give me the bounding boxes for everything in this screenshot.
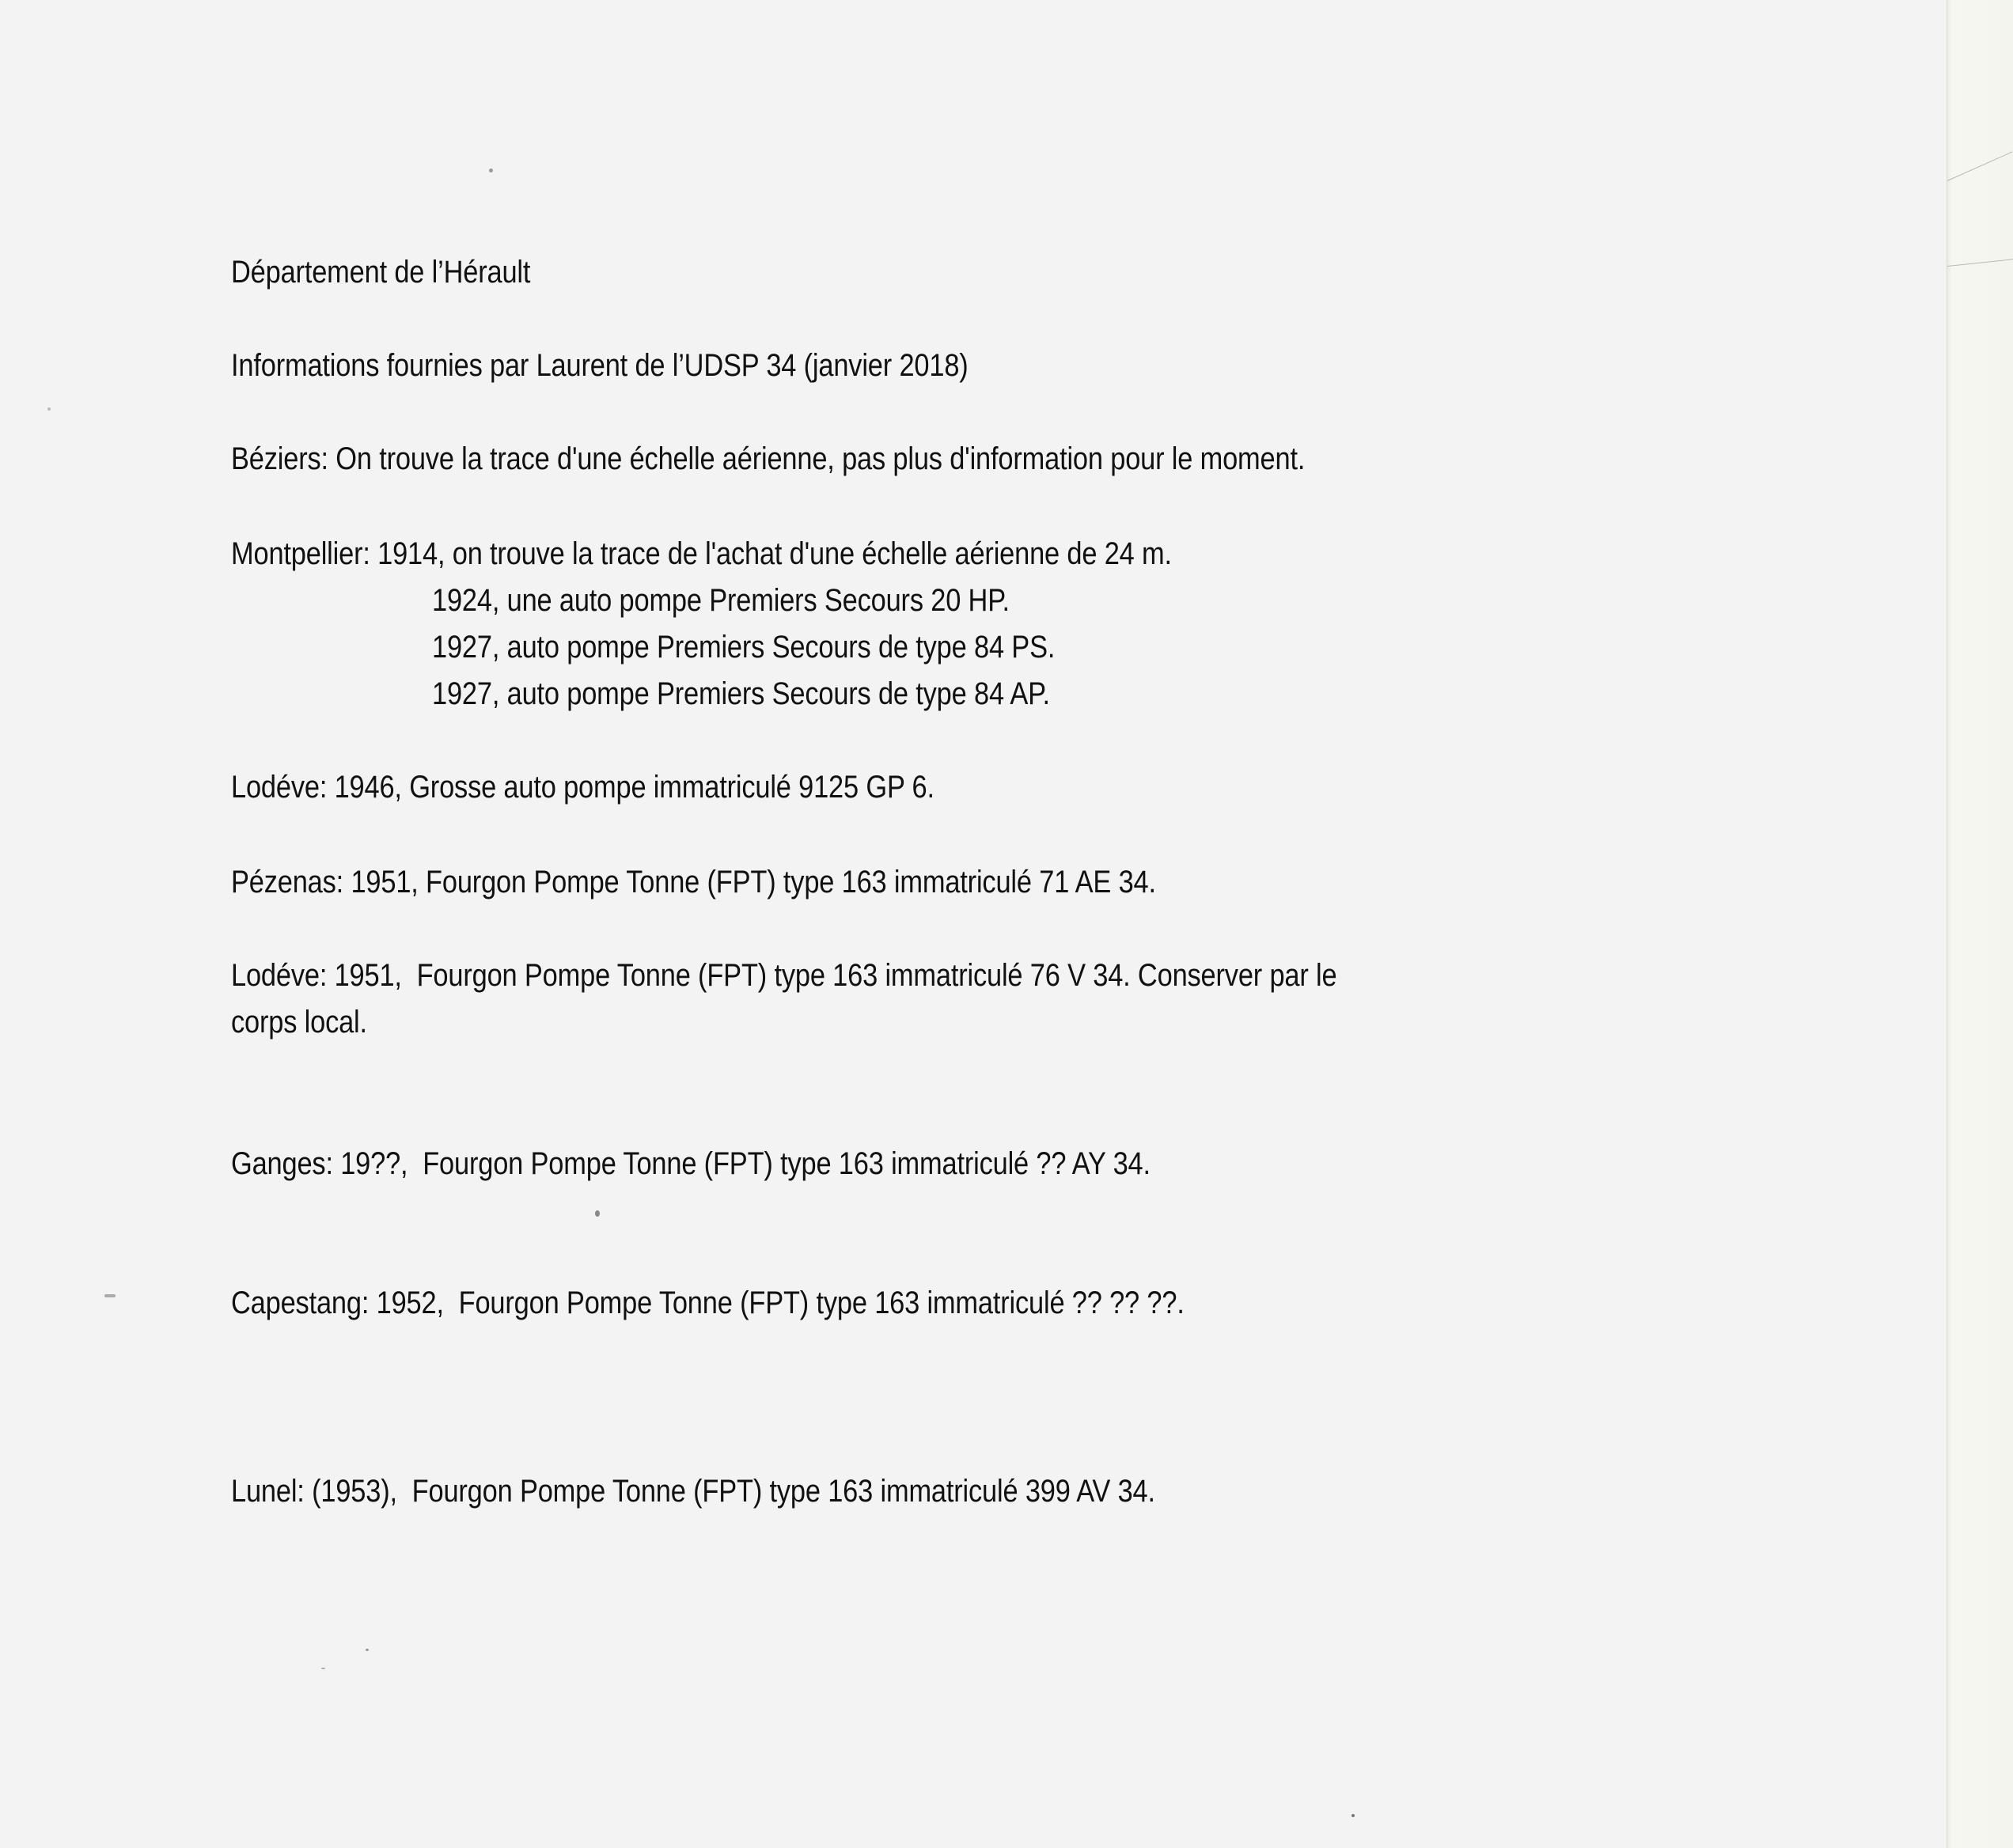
entry-pezenas: Pézenas: 1951, Fourgon Pompe Tonne (FPT) type 163 immatriculé 71 AE 34. (231, 865, 1156, 899)
paper-edge (1947, 0, 2013, 1848)
paper-crease (1947, 259, 2013, 267)
entry-lodeve-1951: Lodéve: 1951, Fourgon Pompe Tonne (FPT) type 163 immatriculé 76 V 34. Conserver par le (231, 958, 1337, 993)
entry-lodeve-1946: Lodéve: 1946, Grosse auto pompe immatriculé 9125 GP 6. (231, 770, 934, 805)
scan-speck (489, 169, 493, 172)
entry-lunel: Lunel: (1953), Fourgon Pompe Tonne (FPT) type 163 immatriculé 399 AV 34. (231, 1474, 1155, 1509)
entry-montpellier-1924: 1924, une auto pompe Premiers Secours 20 HP. (432, 583, 1010, 618)
entry-ganges: Ganges: 19??, Fourgon Pompe Tonne (FPT) type 163 immatriculé ?? AY 34. (231, 1146, 1151, 1181)
entry-montpellier-1914: Montpellier: 1914, on trouve la trace de l'achat d'une échelle aérienne de 24 m. (231, 536, 1172, 571)
entry-capestang: Capestang: 1952, Fourgon Pompe Tonne (FPT) type 163 immatriculé ?? ?? ??. (231, 1286, 1185, 1320)
scan-speck (321, 1668, 325, 1669)
entry-beziers: Béziers: On trouve la trace d'une échelle aérienne, pas plus d'information pour le moment. (231, 441, 1306, 476)
entry-lodeve-1951-cont: corps local. (231, 1005, 367, 1040)
document-source: Informations fournies par Laurent de l’UDSP 34 (janvier 2018) (231, 348, 969, 383)
document-title: Département de l’Hérault (231, 255, 531, 290)
scan-speck (595, 1210, 600, 1217)
scan-speck (366, 1649, 369, 1651)
scan-speck (1351, 1814, 1355, 1817)
scan-speck (104, 1294, 116, 1297)
entry-montpellier-1927-ap: 1927, auto pompe Premiers Secours de type 84 AP. (432, 676, 1050, 711)
entry-montpellier-1927-ps: 1927, auto pompe Premiers Secours de type 84 PS. (432, 630, 1056, 665)
paper-crease (1947, 151, 2013, 181)
scan-speck (47, 407, 51, 411)
